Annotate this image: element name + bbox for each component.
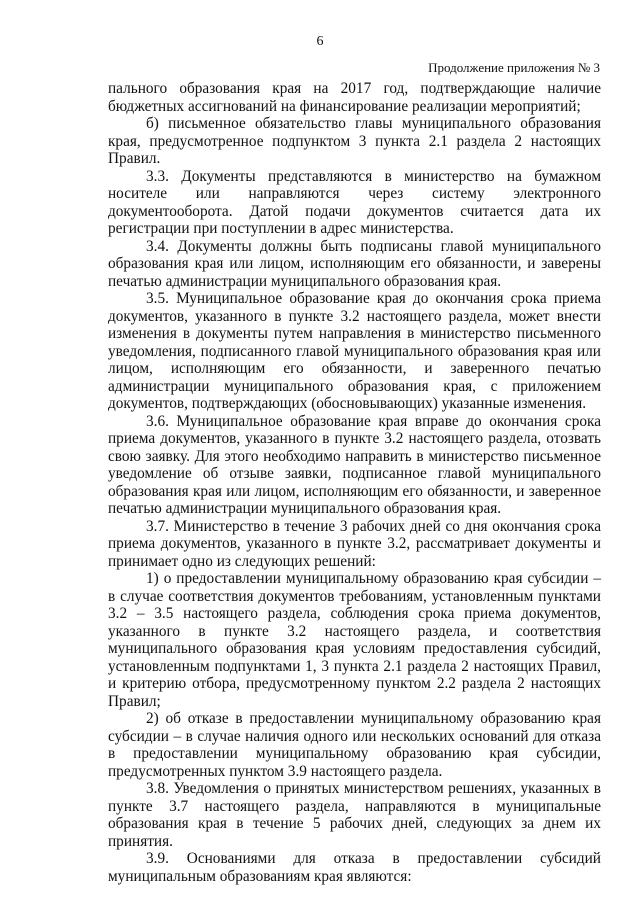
paragraph-budget-allocations: пального образования края на 2017 год, подтверждающие наличие бюджетных ассигнований на финансирование реализации мероприятий; — [108, 80, 601, 115]
paragraph-3-3: 3.3. Документы представляются в министерство на бумажном носителе или направляются через систему электронного документооборота. Датой подачи документов считается дата их регистрации при поступлении в адрес министерства. — [108, 167, 601, 237]
paragraph-3-7-decision-2: 2) об отказе в предоставлении муниципальному образованию края субсидии – в случае наличия одного или нескольких оснований для отказа в предоставлении муниципальному образованию края субсидии, предусмотренных пунктом 3.9 настоящего раздела. — [108, 710, 601, 780]
paragraph-3-7-decision-1: 1) о предоставлении муниципальному образованию края субсидии – в случае соответствия документов требованиям, установленным пунктами 3.2 – 3.5 настоящего раздела, соблюдения срока приема документов, указанного в пункте 3.2 настоящего раздела, и соответствия муниципального образования края условиям предоставления субсидий, установленным подпунктами 1, 3 пункта 2.1 раздела 2 настоящих Правил, и критерию отбора, предусмотренному пунктом 2.2 раздела 2 настоящих Правил; — [108, 570, 601, 710]
paragraph-3-6: 3.6. Муниципальное образование края вправе до окончания срока приема документов, указанного в пункте 3.2 настоящего раздела, отозвать свою заявку. Для этого необходимо направить в министерство письменное уведомление об отзыве заявки, подписанное главой муниципального образования края или лицом, исполняющим его обязанности, и заверенное печатью администрации муниципального образования края. — [108, 412, 601, 517]
page-number: 6 — [316, 34, 324, 49]
paragraph-3-4: 3.4. Документы должны быть подписаны главой муниципального образования края или лицом, исполняющим его обязанности, и заверены печатью администрации муниципального образования края. — [108, 237, 601, 290]
paragraph-3-8: 3.8. Уведомления о принятых министерством решениях, указанных в пункте 3.7 настоящего раздела, направляются в муниципальные образования края в течение 5 рабочих дней, следующих за днем их принятия. — [108, 780, 601, 850]
appendix-continuation-label: Продолжение приложения № 3 — [428, 60, 600, 75]
paragraph-3-5: 3.5. Муниципальное образование края до окончания срока приема документов, указанного в пункте 3.2 настоящего раздела, может внести изменения в документы путем направления в министерство письменного уведомления, подписанного главой муниципального образования края или лицом, исполняющим его обязанности, и заверенного печатью администрации муниципального образования края, с приложением документов, подтверждающих (обосновывающих) указанные изменения. — [108, 290, 601, 412]
document-body — [108, 80, 601, 885]
paragraph-3-7: 3.7. Министерство в течение 3 рабочих дней со дня окончания срока приема документов, указанного в пункте 3.2, рассматривает документы и принимает одно из следующих решений: — [108, 517, 601, 570]
paragraph-written-obligation: б) письменное обязательство главы муниципального образования края, предусмотренное подпунктом 3 пункта 2.1 раздела 2 настоящих Правил. — [108, 115, 601, 167]
paragraph-3-9: 3.9. Основаниями для отказа в предоставлении субсидий муниципальным образованиям края являются: — [108, 850, 601, 885]
